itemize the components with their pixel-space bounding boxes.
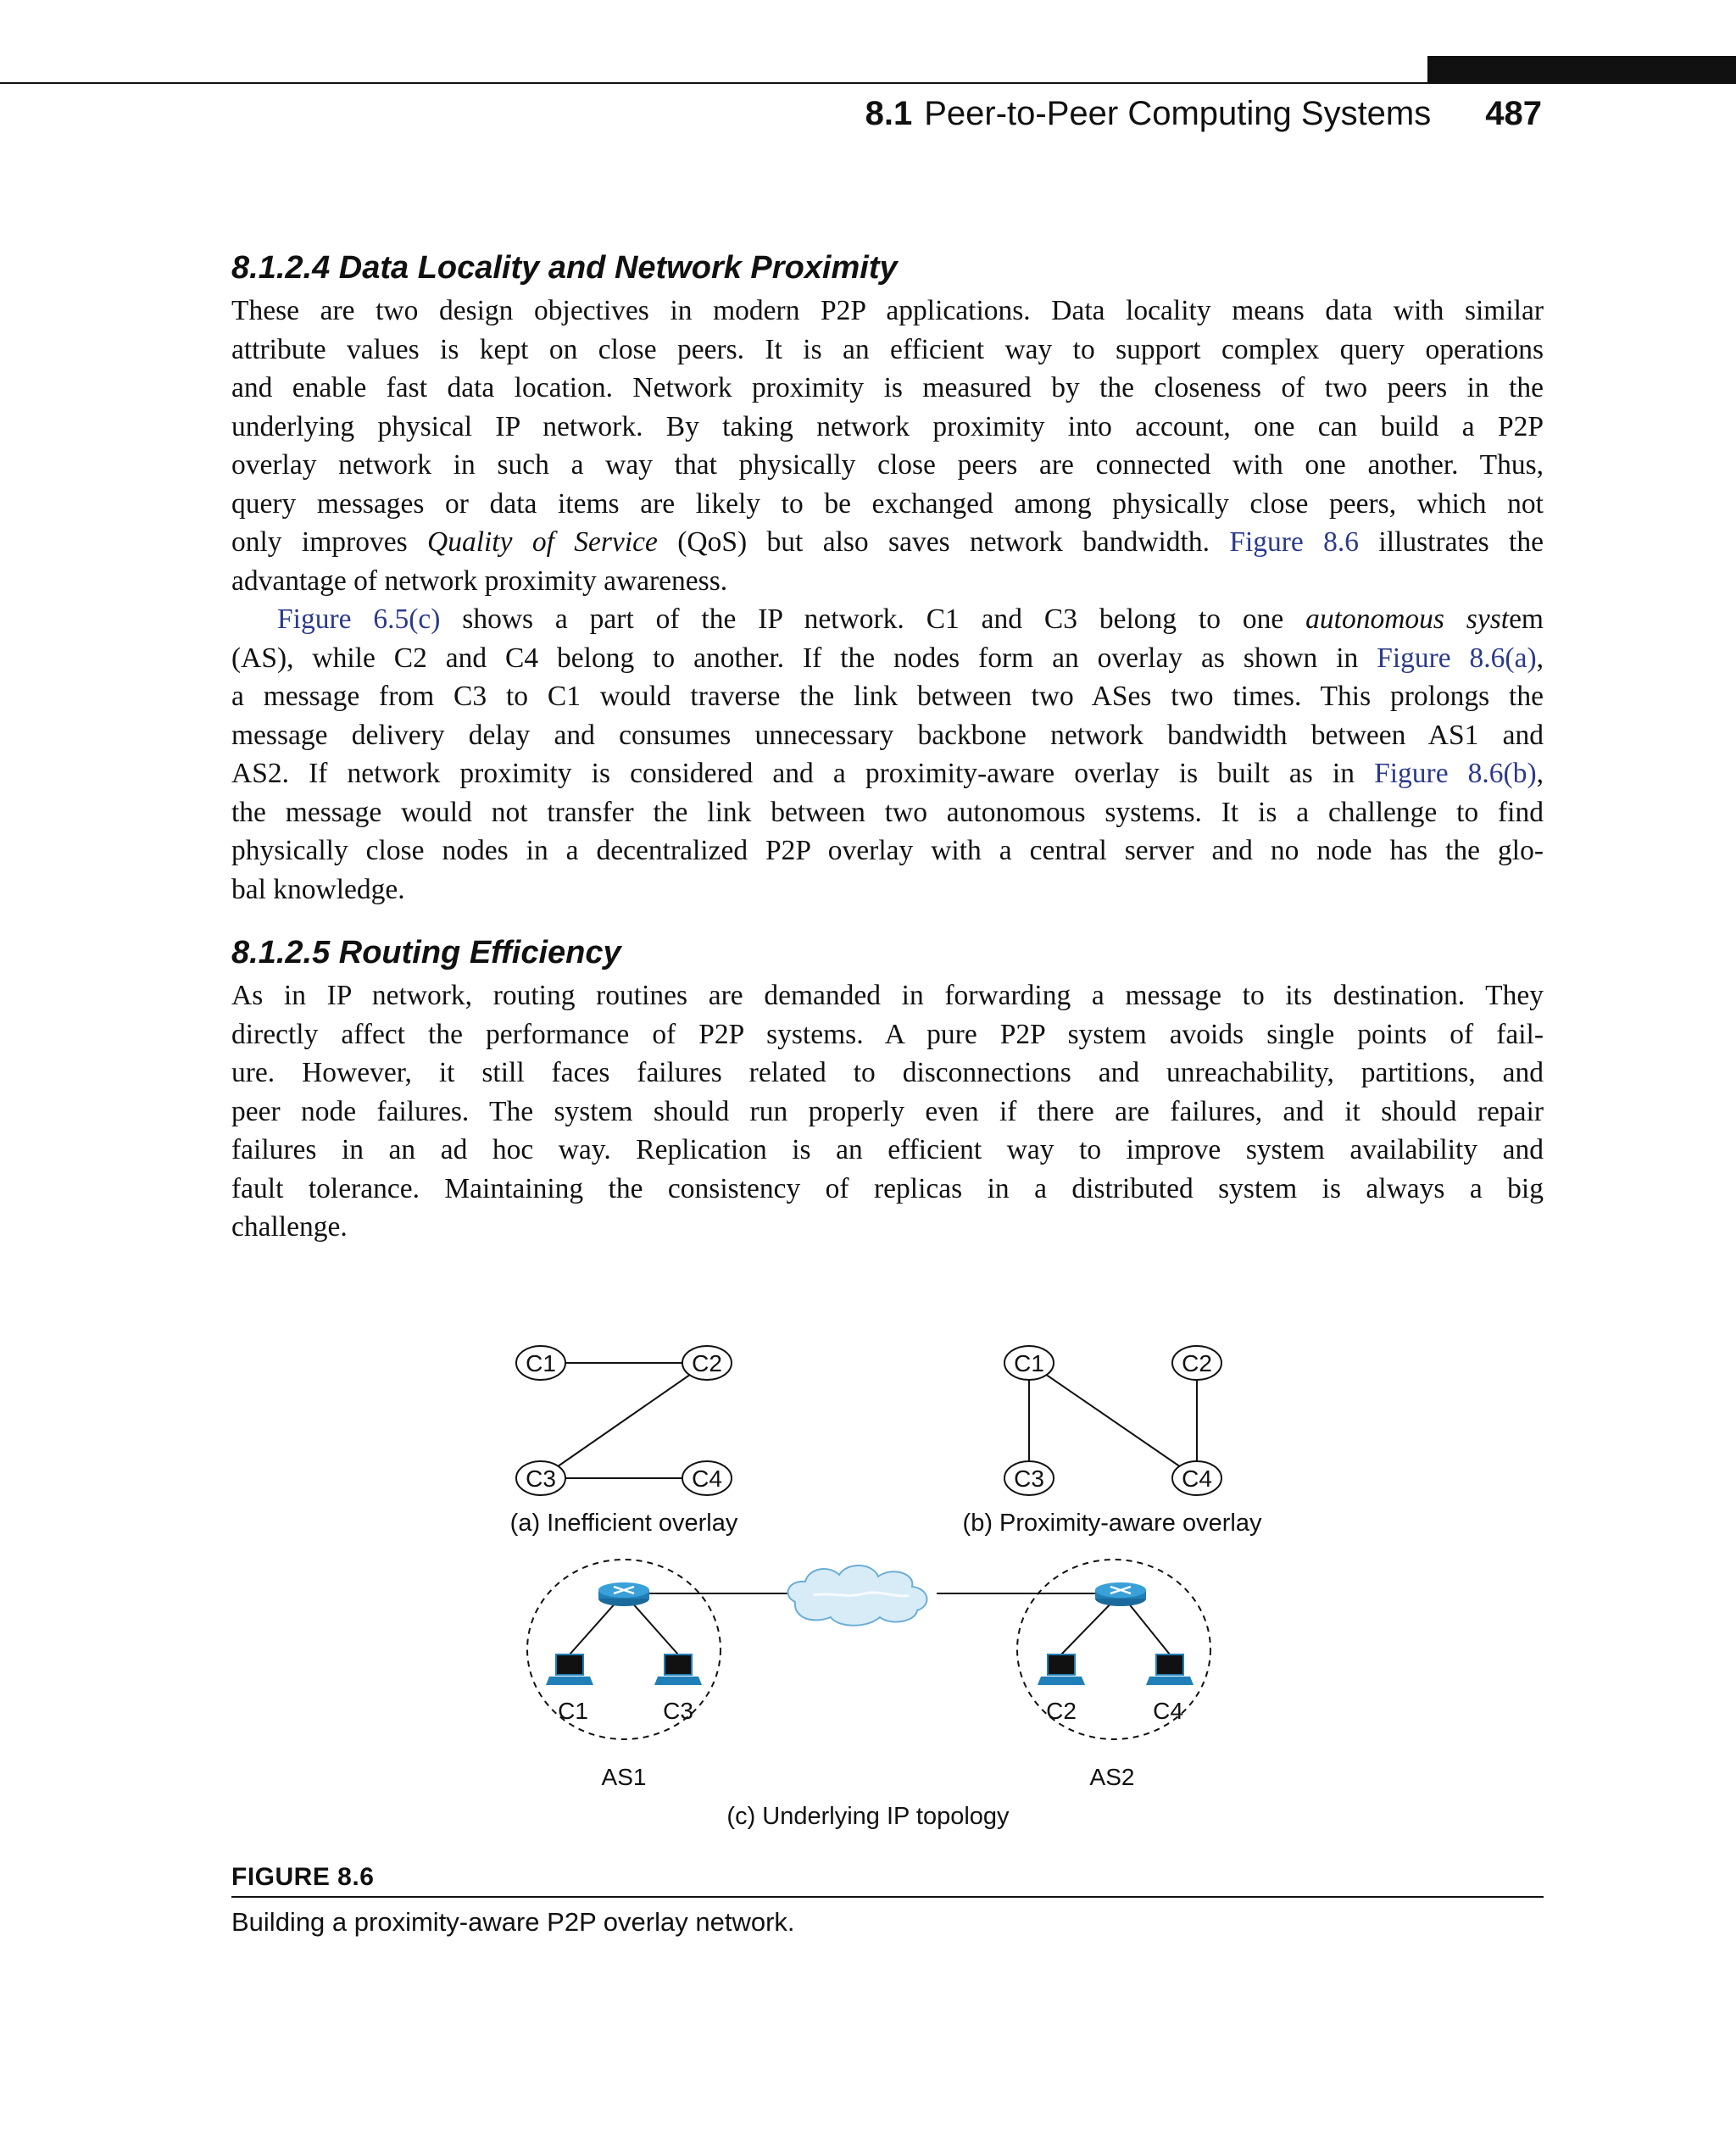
paragraph-data-locality [231, 292, 1544, 600]
figure-label: FIGURE 8.6 [231, 1863, 375, 1891]
text-line: only improves Quality of Service (QoS) but also saves network bandwidth. Figure 8.6 illustrates the [231, 526, 1544, 558]
text-line: As in IP network, routing routines are demanded in forwarding a message to its destination. They [231, 980, 1544, 1011]
text-line: These are two design objectives in modern P2P applications. Data locality means data with similar [231, 295, 1544, 326]
text-line: bal knowledge. [231, 873, 405, 905]
figure-caption-rule [231, 1896, 1544, 1898]
host-c3-label: C3 [663, 1698, 693, 1724]
host-c1-label: C1 [558, 1698, 588, 1724]
running-head-section-number: 8.1 [865, 95, 913, 132]
overlay-link [541, 1363, 707, 1478]
text-line: a message from C3 to C1 would traverse the link between two ASes two times. This prolongs the [231, 681, 1544, 712]
internet-cloud-icon [787, 1565, 926, 1626]
panel-a-inefficient-overlay [510, 1346, 738, 1537]
text-line: Figure 6.5(c) shows a part of the IP network. C1 and C3 belong to one autonomous system [277, 603, 1544, 635]
node-c1-label: C1 [1014, 1350, 1044, 1376]
panel-b-proximity-aware-overlay [963, 1346, 1262, 1537]
text-line: AS2. If network proximity is considered and a proximity-aware overlay is built as in Figure 8.6(b), [231, 758, 1544, 789]
panel-c-underlying-ip-topology [527, 1560, 1210, 1830]
paragraph-routing-efficiency [231, 976, 1544, 1247]
text-line: peer node failures. The system should run properly even if there are failures, and it should repair [231, 1095, 1544, 1127]
as2-label: AS2 [1089, 1764, 1135, 1790]
section-heading-routing-efficiency: 8.1.2.5 Routing Efficiency [231, 935, 621, 970]
node-c1-label: C1 [526, 1350, 556, 1376]
text-line: (AS), while C2 and C4 belong to another. If the nodes form an overlay as shown in Figure 8.6(a), [231, 642, 1544, 674]
paragraph-network-proximity [231, 600, 1544, 909]
host-c1-computer-icon [546, 1654, 593, 1685]
panel-c-caption: (c) Underlying IP topology [726, 1803, 1010, 1830]
host-c3-computer-icon [654, 1654, 702, 1685]
text-line: message delivery delay and consumes unnecessary backbone network bandwidth between AS1 and [231, 719, 1544, 751]
host-c4-label: C4 [1153, 1698, 1183, 1724]
figure-8-6 [475, 1322, 1288, 1848]
panel-a-caption: (a) Inefficient overlay [509, 1510, 738, 1537]
section-heading-data-locality: 8.1.2.4 Data Locality and Network Proximity [231, 250, 898, 286]
host-c2-label: C2 [1046, 1698, 1077, 1724]
text-line: physically close nodes in a decentralized P2P overlay with a central server and no node has the glo- [231, 835, 1544, 866]
figure-caption: Building a proximity-aware P2P overlay network. [231, 1907, 795, 1937]
node-c2-label: C2 [1182, 1350, 1212, 1376]
as1-label: AS1 [601, 1764, 647, 1790]
running-head-section-title: Peer-to-Peer Computing Systems [924, 95, 1432, 132]
node-c3-label: C3 [526, 1465, 556, 1492]
text-line: fault tolerance. Maintaining the consistency of replicas in a distributed system is always a big [231, 1172, 1544, 1204]
top-rule [0, 82, 1736, 84]
router-icon [598, 1582, 649, 1606]
text-line: failures in an ad hoc way. Replication is an efficient way to improve system availability and [231, 1134, 1544, 1165]
node-c2-label: C2 [692, 1350, 722, 1376]
text-line: advantage of network proximity awareness. [231, 564, 728, 597]
overlay-link [1029, 1363, 1197, 1478]
text-line: underlying physical IP network. By taking network proximity into account, one can build a P2P [231, 410, 1544, 442]
text-line: directly affect the performance of P2P systems. A pure P2P system avoids single points of fail- [231, 1018, 1544, 1050]
text-line: challenge. [231, 1211, 348, 1243]
page-number: 487 [1485, 95, 1542, 132]
running-head [865, 95, 1542, 139]
text-line: attribute values is kept on close peers. It is an efficient way to support complex query operations [231, 333, 1544, 365]
panel-b-caption: (b) Proximity-aware overlay [962, 1510, 1262, 1537]
node-c4-label: C4 [1182, 1465, 1212, 1492]
host-c4-computer-icon [1146, 1654, 1194, 1685]
text-line: query messages or data items are likely to be exchanged among physically close peers, which not [231, 487, 1544, 520]
host-c2-computer-icon [1038, 1654, 1085, 1685]
router-icon [1095, 1582, 1146, 1606]
node-c3-label: C3 [1014, 1465, 1044, 1492]
node-c4-label: C4 [692, 1465, 722, 1492]
text-line: the message would not transfer the link between two autonomous systems. It is a challenge to find [231, 796, 1544, 828]
top-tab-bar [1427, 56, 1736, 82]
text-line: and enable fast data location. Network proximity is measured by the closeness of two peers in the [231, 372, 1544, 403]
text-line: ure. However, it still faces failures related to disconnections and unreachability, partitions, and [231, 1057, 1544, 1088]
text-line: overlay network in such a way that physically close peers are connected with one another. Thus, [231, 449, 1544, 481]
